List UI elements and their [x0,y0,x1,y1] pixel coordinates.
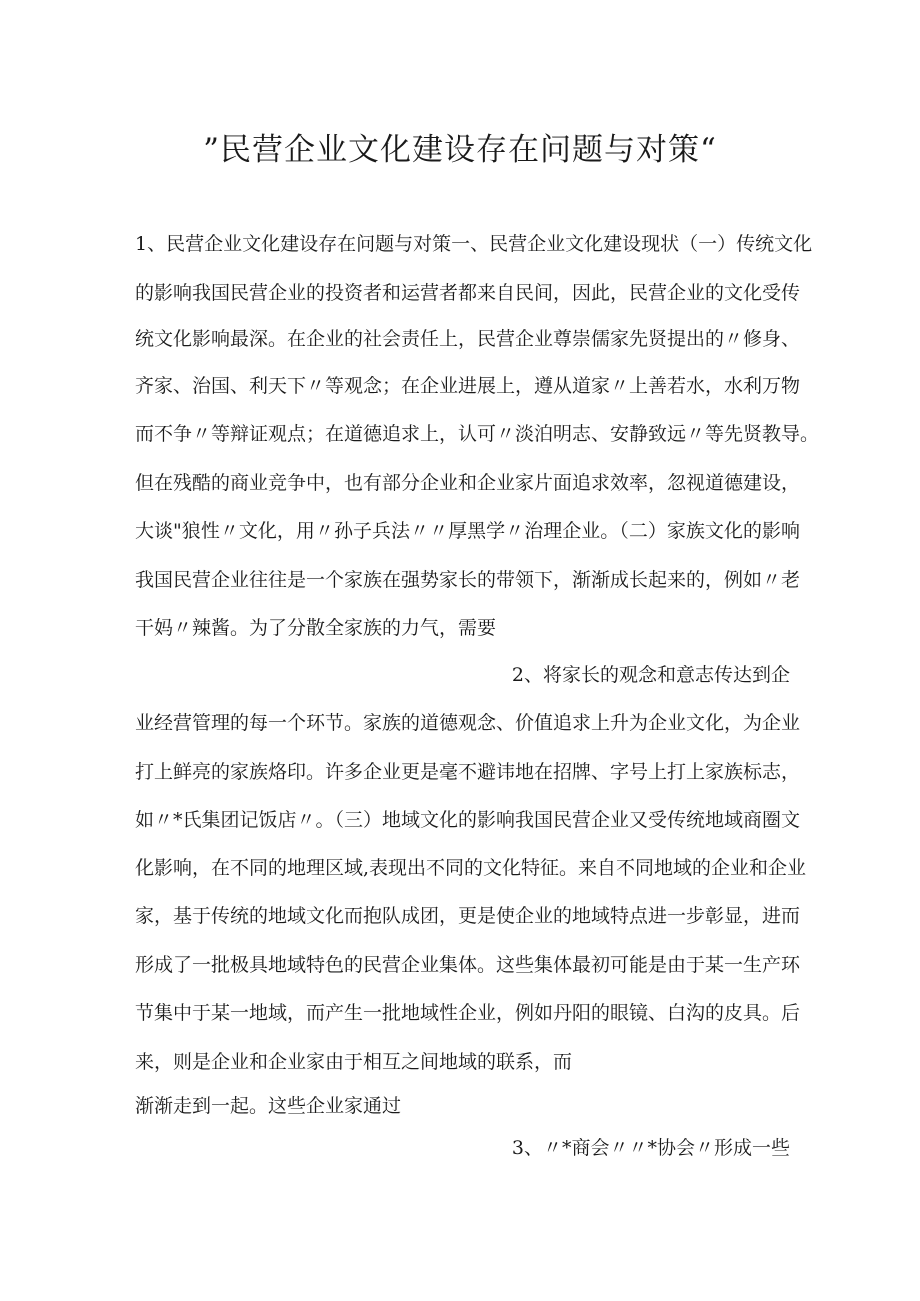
document-title: ”民营企业文化建设存在问题与对策“ [203,132,717,168]
paragraph-line: 齐家、治国、利天下〃等观念；在企业进展上，遵从道家〃上善若水，水利万物 [135,375,801,397]
paragraph-line: 我国民营企业往往是一个家族在强势家长的带领下，渐渐成长起来的，例如〃老 [135,569,801,591]
paragraph-line: 统文化影响最深。在企业的社会责任上，民营企业尊崇儒家先贤提出的〃修身、 [135,328,801,350]
paragraph-line: 家，基于传统的地域文化而抱队成团，更是使企业的地域特点进一步彰显，进而 [135,905,801,927]
paragraph-line: 的影响我国民营企业的投资者和运营者都来自民间，因此，民营企业的文化受传 [135,282,801,304]
paragraph-line: 渐渐走到一起。这些企业家通过 [135,1095,402,1117]
paragraph-line: 而不争〃等辩证观点；在道德追求上，认可〃淡泊明志、安静致远〃等先贤教导。 [135,423,820,445]
paragraph-line: 干妈〃辣酱。为了分散全家族的力气，需要 [135,617,497,639]
paragraph-line: 形成了一批极具地域特色的民营企业集体。这些集体最初可能是由于某一生产环 [135,954,801,976]
paragraph-line: 业经营管理的每一个环节。家族的道德观念、价值追求上升为企业文化，为企业 [135,712,801,734]
paragraph-line: 2、将家长的观念和意志传达到企 [511,664,790,686]
paragraph-line: 化影响，在不同的地理区域,表现出不同的文化特征。来自不同地域的企业和企业 [135,857,807,879]
paragraph-line: 3、〃*商会〃〃*协会〃形成一些 [511,1137,790,1159]
paragraph-line: 大谈"狼性〃文化，用〃孙子兵法〃〃厚黑学〃治理企业。（二）家族文化的影响 [135,520,800,542]
paragraph-line: 来，则是企业和企业家由于相互之间地域的联系，而 [135,1051,573,1073]
paragraph-line: 节集中于某一地域，而产生一批地域性企业，例如丹阳的眼镜、白沟的皮具。后 [135,1002,801,1024]
paragraph-line: 但在残酷的商业竞争中，也有部分企业和企业家片面追求效率，忽视道德建设， [135,472,801,494]
paragraph-line: 打上鲜亮的家族烙印。许多企业更是毫不避讳地在招牌、字号上打上家族标志， [135,761,801,783]
paragraph-line: 如〃*氏集团记饭店〃。（三）地域文化的影响我国民营企业又受传统地域商圈文 [135,809,801,831]
paragraph-line: 1、民营企业文化建设存在问题与对策一、民营企业文化建设现状（一）传统文化 [135,233,813,255]
